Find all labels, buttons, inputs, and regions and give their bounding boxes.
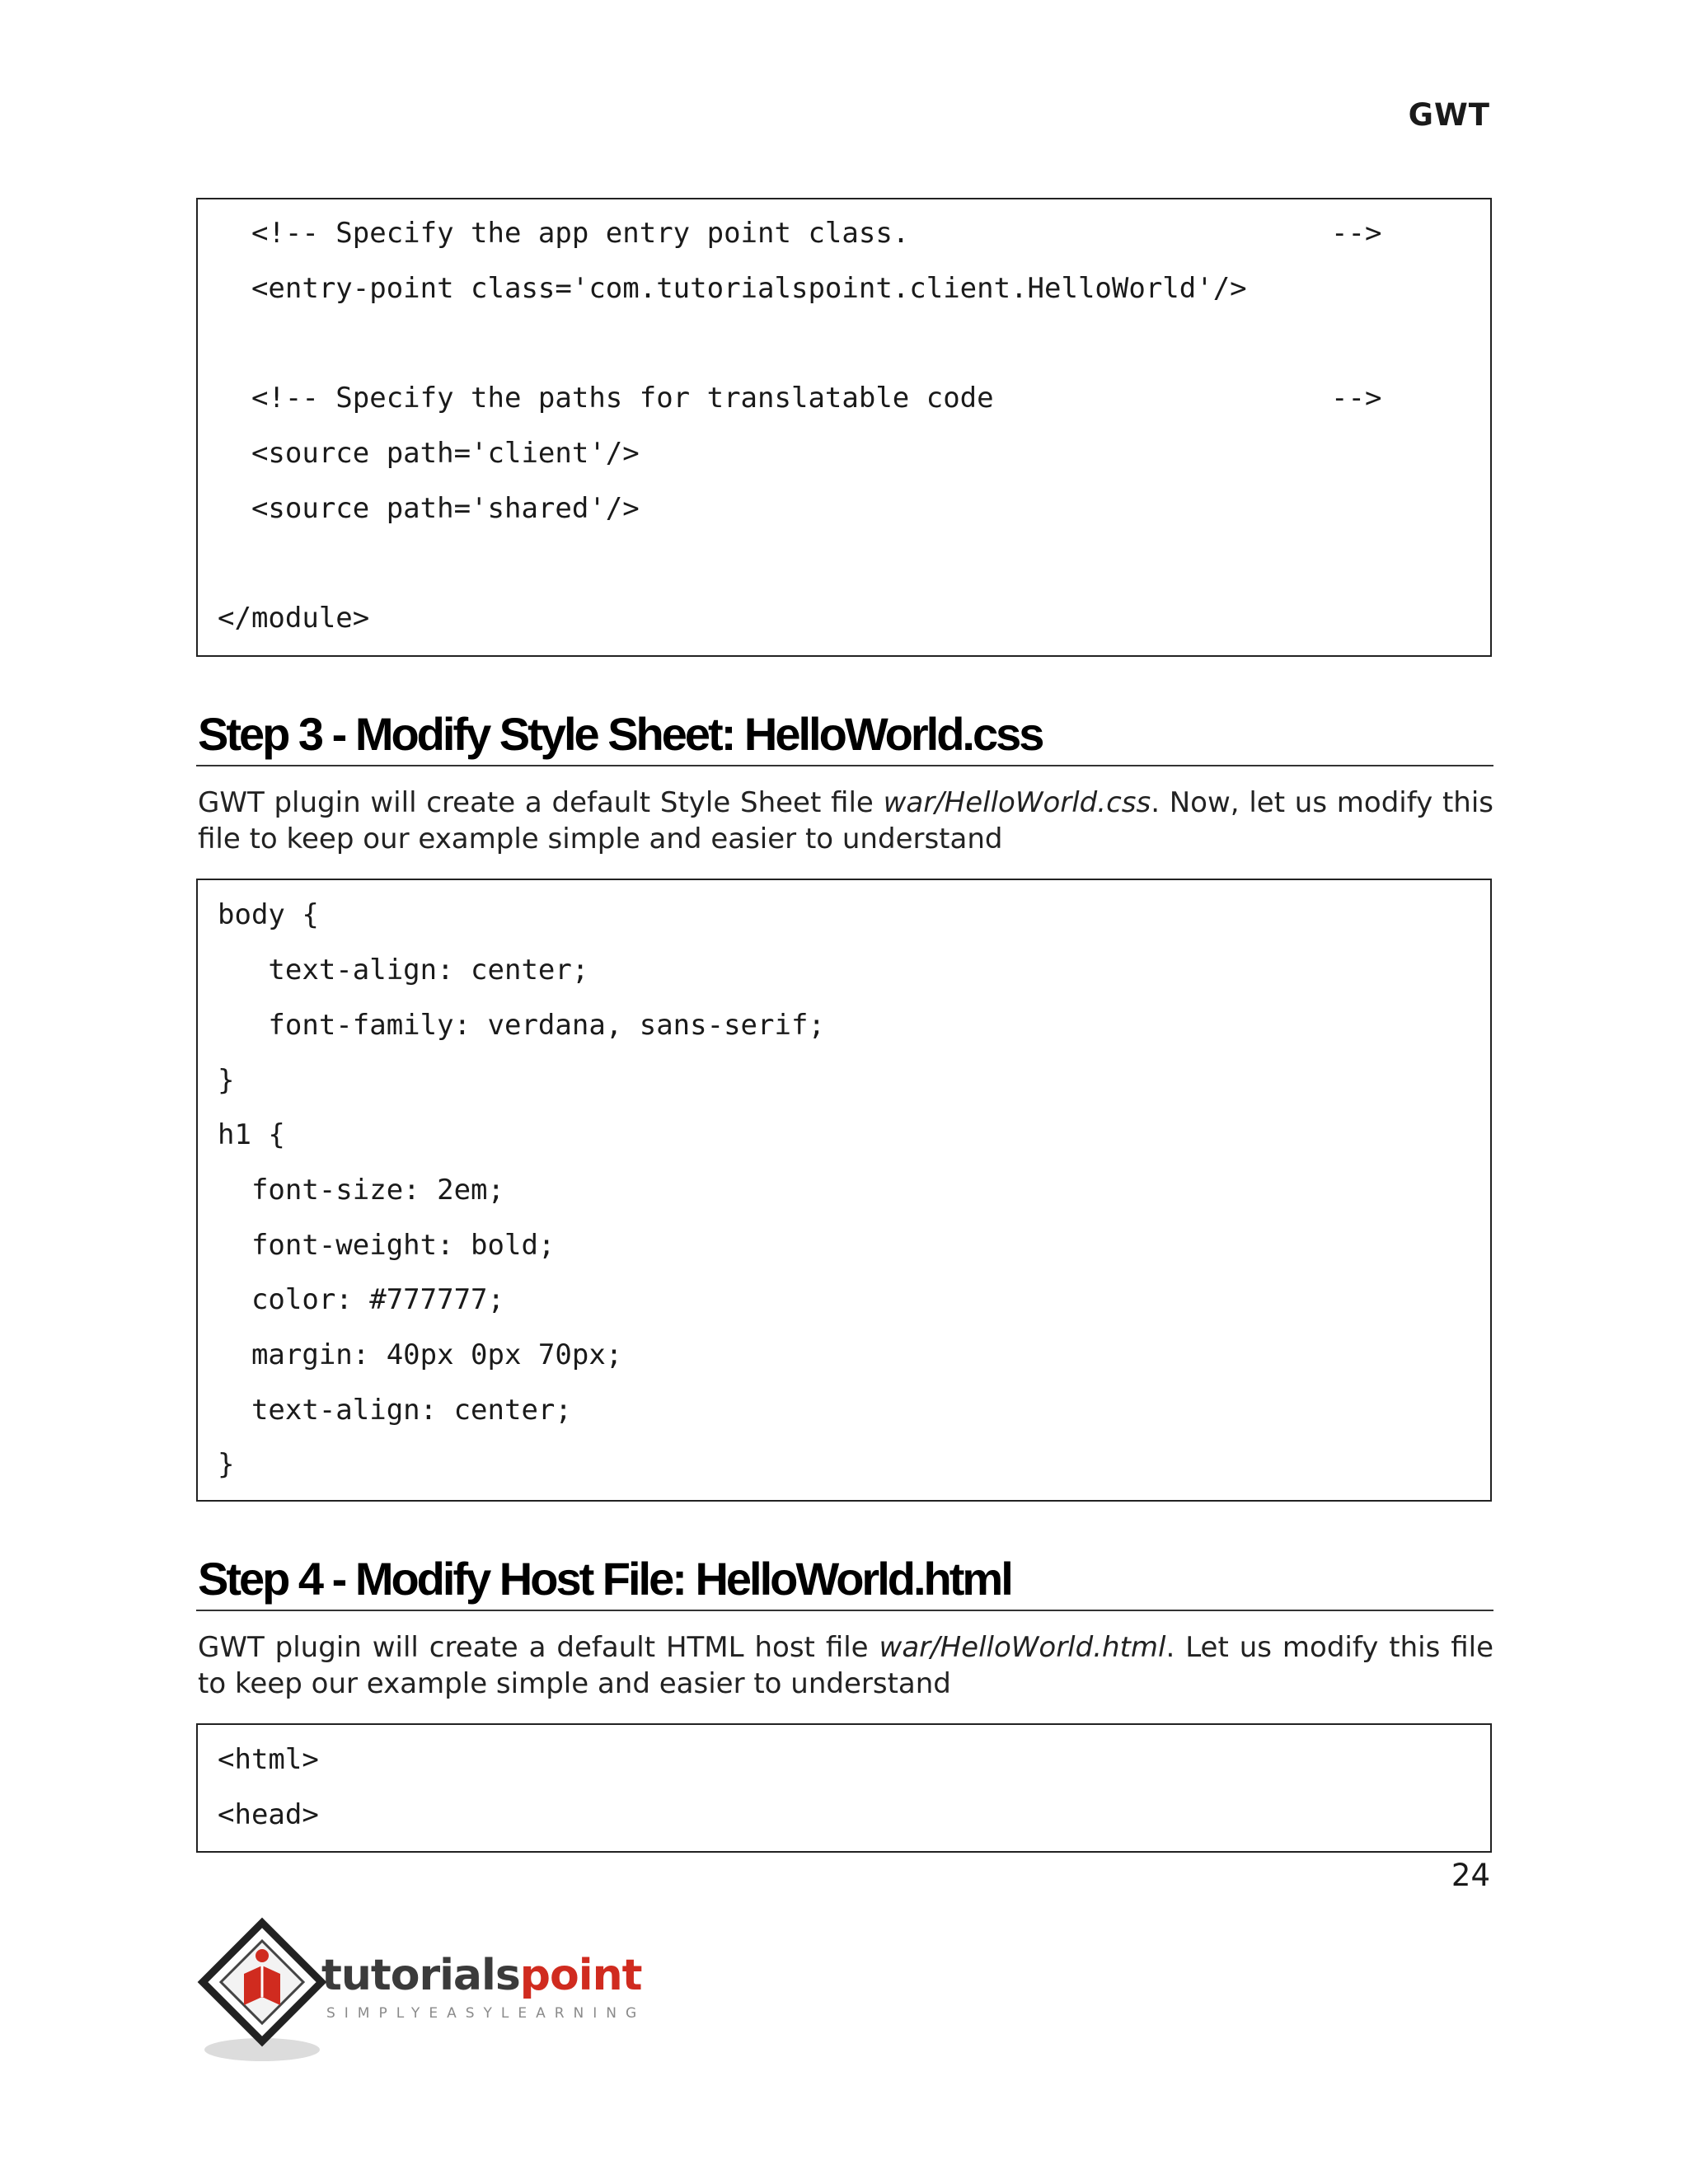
section-heading-step-3: Step 3 - Modify Style Sheet: HelloWorld.css xyxy=(198,708,1043,760)
code-line: font-family: verdana, sans-serif; xyxy=(218,1009,825,1042)
paragraph-text: . Now, let us modify this file to keep our example simple and easier to understand xyxy=(198,786,1494,855)
code-line: } xyxy=(218,1448,235,1481)
code-line: <head> xyxy=(218,1798,319,1831)
step-4-paragraph xyxy=(198,1629,1493,1702)
heading-rule xyxy=(196,1610,1493,1611)
paragraph-text: . Let us modify this file to keep our example simple and easier to understand xyxy=(198,1631,1494,1700)
code-block-module-tail xyxy=(196,198,1492,657)
logo-wordmark xyxy=(321,1951,641,2000)
logo-diamond-icon xyxy=(196,1916,328,2069)
logo-tagline: SIMPLYEASYLEARNING xyxy=(326,2005,646,2022)
code-line: text-align: center; xyxy=(218,1394,572,1427)
code-line: font-weight: bold; xyxy=(218,1229,556,1262)
code-line: text-align: center; xyxy=(218,954,589,987)
code-line: </module> xyxy=(218,602,370,635)
file-path: war/HelloWorld.css xyxy=(883,786,1151,819)
logo-text: point xyxy=(519,1951,642,2000)
code-block-html xyxy=(196,1723,1492,1853)
file-path: war/HelloWorld.html xyxy=(879,1631,1166,1664)
section-heading-step-4: Step 4 - Modify Host File: HelloWorld.html xyxy=(198,1553,1011,1605)
code-line: <!-- Specify the app entry point class. --> xyxy=(218,217,1382,250)
code-line: body { xyxy=(218,898,319,931)
code-line: margin: 40px 0px 70px; xyxy=(218,1338,623,1371)
document-header-title: GWT xyxy=(1408,97,1490,133)
code-line: } xyxy=(218,1064,235,1097)
paragraph-text: GWT plugin will create a default HTML host file xyxy=(198,1631,879,1664)
code-line: h1 { xyxy=(218,1118,285,1151)
code-line: <entry-point class='com.tutorialspoint.client.HelloWorld'/> xyxy=(218,272,1247,305)
paragraph-text: GWT plugin will create a default Style Sheet file xyxy=(198,786,884,819)
code-line: color: #777777; xyxy=(218,1283,504,1316)
page-number: 24 xyxy=(1451,1858,1490,1893)
code-line: <source path='client'/> xyxy=(218,437,640,470)
code-line: font-size: 2em; xyxy=(218,1174,504,1207)
tutorialspoint-logo xyxy=(196,1916,658,2069)
code-line: <html> xyxy=(218,1743,319,1776)
heading-rule xyxy=(196,765,1493,766)
logo-text: tutorials xyxy=(321,1951,520,2000)
code-line: <!-- Specify the paths for translatable code --> xyxy=(218,382,1382,415)
step-3-paragraph xyxy=(198,785,1493,857)
code-line: <source path='shared'/> xyxy=(218,492,640,525)
